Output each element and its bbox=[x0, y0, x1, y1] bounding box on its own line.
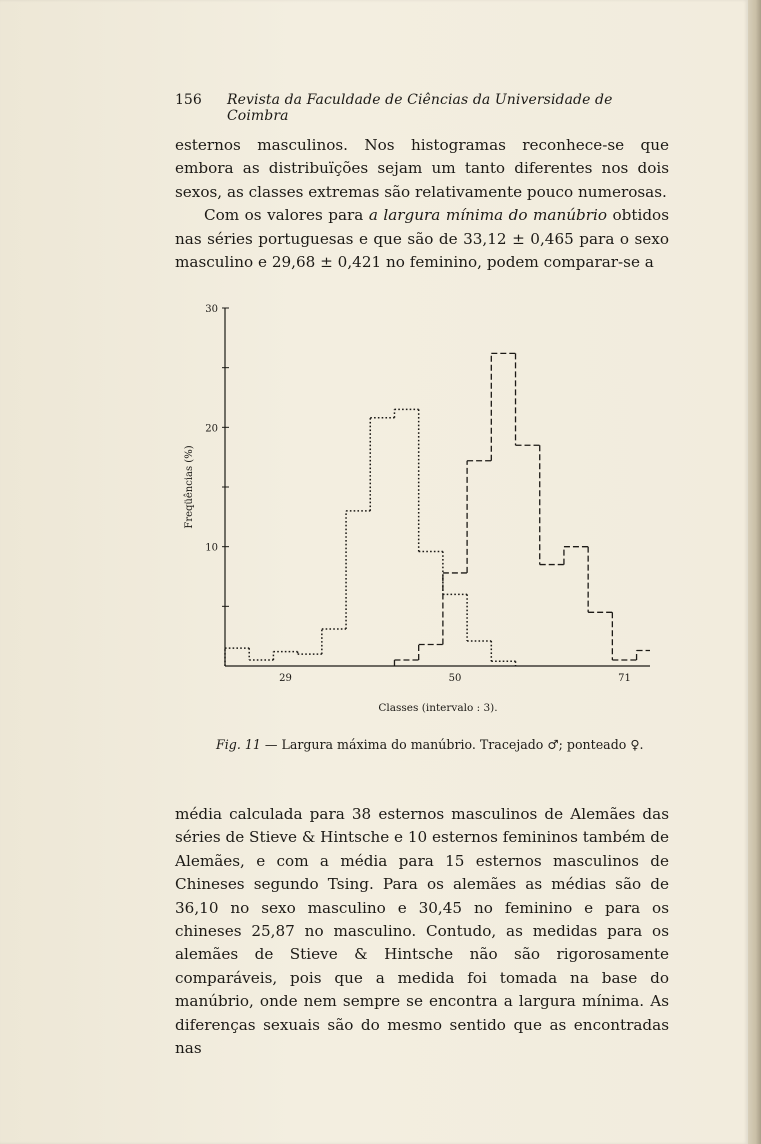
x-axis-label: Classes (intervalo : 3). bbox=[378, 702, 498, 714]
y-tick-label: 20 bbox=[205, 423, 218, 435]
x-tick-label: 71 bbox=[618, 673, 631, 684]
page-edge bbox=[748, 0, 761, 1144]
y-tick-label: 10 bbox=[205, 542, 218, 554]
figure-caption bbox=[216, 737, 676, 752]
figure-caption-label: Fig. 11 bbox=[216, 737, 261, 752]
running-title: Revista da Faculdade de Ciências da Universidade de Coimbra bbox=[227, 92, 613, 124]
figure-caption-text: — Largura máxima do manúbrio. Tracejado ♂; ponteado ♀. bbox=[260, 737, 644, 752]
histogram-svg bbox=[170, 298, 650, 718]
paragraph-second-rest: obtidos nas séries portuguesas e que são de 33,12 ± 0,465 para o sexo masculino e 29,68 ± 0,421 no feminino, podem comparar-se a bbox=[175, 206, 669, 272]
y-axis-label: Freqüências (%) bbox=[184, 445, 195, 529]
x-tick-label: 50 bbox=[448, 673, 462, 684]
y-tick-label: 30 bbox=[205, 304, 218, 315]
x-tick-label: 29 bbox=[279, 673, 292, 684]
running-header bbox=[175, 92, 667, 124]
paragraph-bottom: média calculada para 38 esternos masculinos de Alemães das séries de Stieve & Hintsche e 10 esternos femininos também de Alemães, e com a média para 15 esternos masculinos de Chineses segundo Tsing. Para os alemães as médias são de 36,10 no sexo masculino e 30,45 no feminino e para os chineses 25,87 no masculino. Contudo, as medidas para os alemães de Stieve & Hintsche não são rigorosamente comparáveis, pois que a medida foi tomada na base do manúbrio, onde nem sempre se encontra a largura mínima. As diferenças sexuais são do mesmo sentido que as encontradas nas bbox=[175, 805, 669, 1058]
histogram-figure bbox=[170, 298, 650, 718]
paragraph-second-lead: Com os valores para bbox=[204, 206, 369, 225]
paragraph-top bbox=[175, 134, 669, 274]
paragraph-second-emphasis: a largura mínima do manúbrio bbox=[368, 206, 608, 225]
page-number: 156 bbox=[175, 92, 202, 108]
paragraph-top-text: esternos masculinos. Nos histogramas reconhece-se que embora as distribuïções sejam um tanto diferentes nos dois sexos, as classes extremas são relativamente pouco numerosas. bbox=[175, 136, 669, 201]
